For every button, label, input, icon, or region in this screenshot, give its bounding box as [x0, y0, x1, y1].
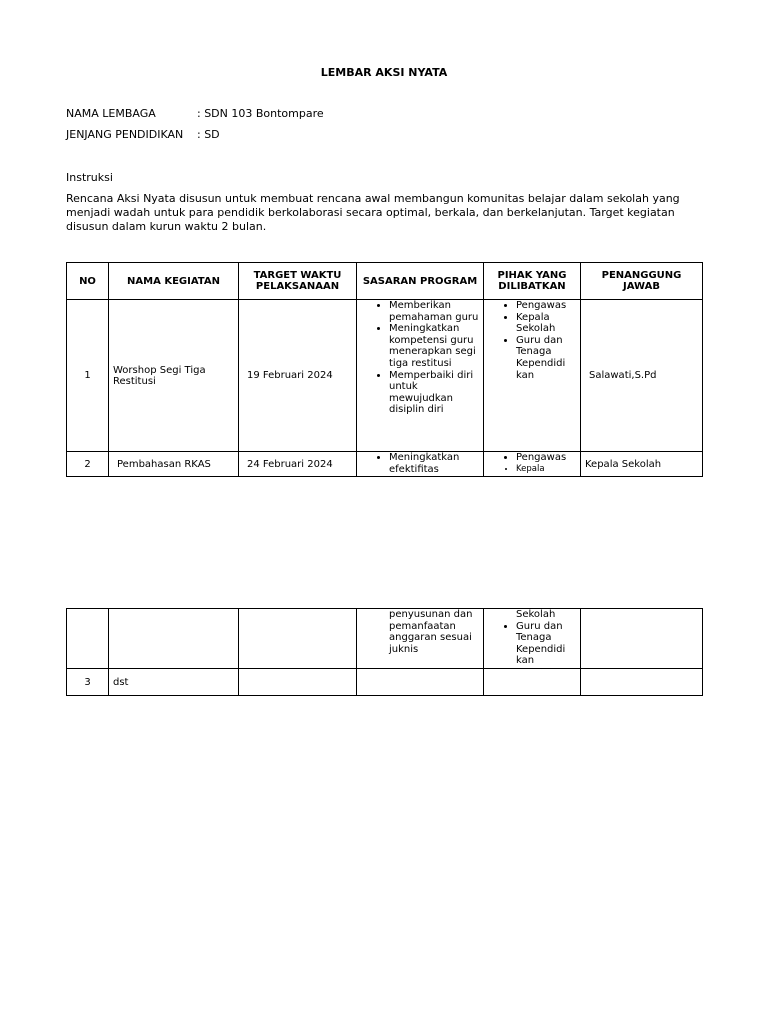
- cell-sasaran: [357, 452, 484, 477]
- list-item: • Pengawas: [516, 452, 580, 464]
- cell-no: 1: [67, 300, 109, 452]
- header-no: NO: [67, 263, 109, 300]
- info-value: : SD: [197, 128, 220, 141]
- header-kegiatan: NAMA KEGIATAN: [109, 263, 239, 300]
- cell-kegiatan: Pembahasan RKAS: [109, 452, 239, 477]
- cell-empty: [484, 669, 581, 696]
- table-row: [67, 669, 703, 696]
- list-item: • Kepala Sekolah: [516, 312, 580, 335]
- cell-waktu: 19 Februari 2024: [239, 300, 357, 452]
- cell-sasaran: [357, 609, 484, 669]
- info-row-lembaga: [66, 107, 324, 120]
- header-pihak: PIHAK YANG DILIBATKAN: [484, 263, 581, 300]
- cell-empty: [239, 669, 357, 696]
- instruction-heading: Instruksi: [66, 171, 113, 184]
- cell-kegiatan: dst: [109, 669, 239, 696]
- cell-empty: [581, 669, 703, 696]
- cell-empty: [67, 609, 109, 669]
- cell-empty: [357, 669, 484, 696]
- page-title: LEMBAR AKSI NYATA: [320, 66, 448, 79]
- cell-empty: [109, 609, 239, 669]
- cell-kegiatan: Worshop Segi Tiga Restitusi: [109, 300, 239, 452]
- info-value: : SDN 103 Bontompare: [197, 107, 324, 120]
- cell-pj: Kepala Sekolah: [581, 452, 703, 477]
- header-waktu: TARGET WAKTU PELAKSANAAN: [239, 263, 357, 300]
- action-plan-table: [66, 262, 703, 477]
- header-sasaran: SASARAN PROGRAM: [357, 263, 484, 300]
- table-row: [67, 300, 703, 452]
- action-plan-table-continued: [66, 608, 703, 696]
- list-item: • Pengawas: [516, 300, 580, 312]
- cell-no: 2: [67, 452, 109, 477]
- sasaran-continued: penyusunan dan pemanfaatan anggaran sesuai juknis: [389, 609, 473, 655]
- list-item: • Meningkatkan kompetensi guru menerapkan segi tiga restitusi: [389, 323, 483, 369]
- cell-waktu: 24 Februari 2024: [239, 452, 357, 477]
- list-item: • Guru dan Tenaga Kependidi kan: [516, 621, 580, 667]
- pihak-continued: Sekolah: [516, 609, 556, 620]
- cell-empty: [239, 609, 357, 669]
- info-label: NAMA LEMBAGA: [66, 107, 156, 120]
- cell-no: 3: [67, 669, 109, 696]
- list-item: • Memperbaiki diri untuk mewujudkan disiplin diri: [389, 370, 483, 416]
- cell-pihak: [484, 300, 581, 452]
- instruction-text: Rencana Aksi Nyata disusun untuk membuat rencana awal membangun komunitas belajar dalam sekolah yang menjadi wadah untuk para pendidik berkolaborasi secara optimal, berkala, dan berkelanjutan. Target kegiatan disusun dalam kurun waktu 2 bulan.: [66, 192, 680, 233]
- list-item: • Meningkatkan efektifitas: [389, 452, 483, 475]
- cell-sasaran: [357, 300, 484, 452]
- list-item: • Guru dan Tenaga Kependidi kan: [516, 335, 580, 381]
- info-label: JENJANG PENDIDIKAN: [66, 128, 184, 141]
- info-row-jenjang: [66, 128, 220, 141]
- header-pj: PENANGGUNG JAWAB: [581, 263, 703, 300]
- cell-pj: Salawati,S.Pd: [581, 300, 703, 452]
- list-item: • Memberikan pemahaman guru: [389, 300, 483, 323]
- cell-pihak: [484, 452, 581, 477]
- table-header-row: [67, 263, 703, 300]
- cell-pihak: [484, 609, 581, 669]
- table-row: [67, 609, 703, 669]
- table-row: [67, 452, 703, 477]
- cell-empty: [581, 609, 703, 669]
- list-item: • Kepala: [516, 464, 580, 476]
